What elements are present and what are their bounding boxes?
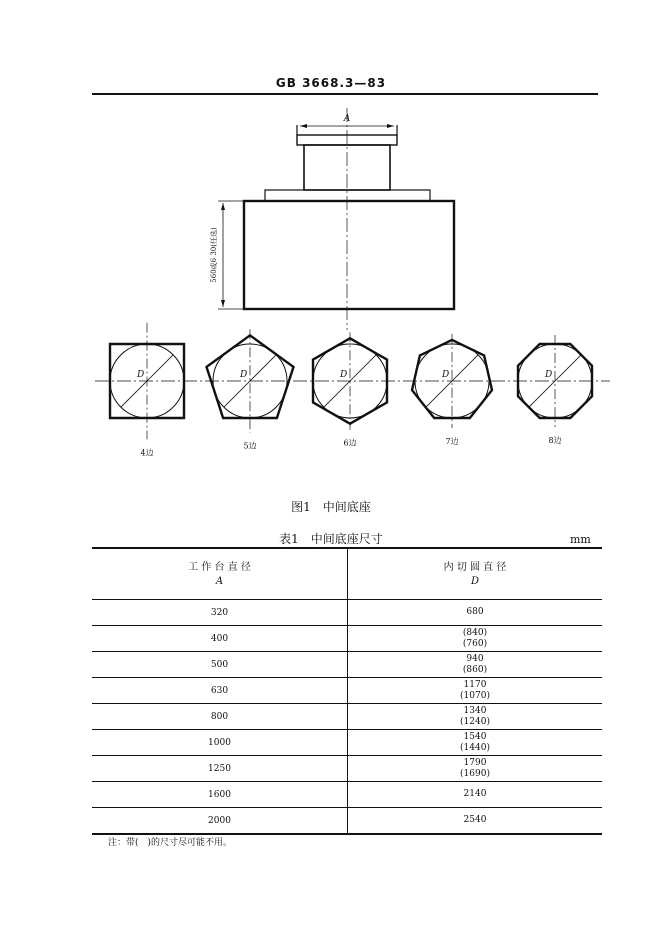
polygon-4-sides — [110, 323, 184, 458]
polygon-6-sides — [313, 332, 387, 447]
cell-table-diameter: 500 — [92, 652, 348, 678]
shoulder-plate — [265, 190, 430, 201]
polygon-sides-label: 6边 — [343, 438, 357, 448]
base-elevation-view — [218, 108, 454, 330]
cell-inscribed-diameter: 2140 — [348, 782, 603, 808]
polygon-8-sides — [518, 335, 592, 445]
cell-inscribed-diameter: 2540 — [348, 808, 603, 835]
diameter-label: D — [442, 370, 450, 380]
polygon-5-sides — [207, 329, 294, 450]
col-header-table-diameter: 工 作 台 直 径 A — [92, 548, 348, 600]
cell-table-diameter: 2000 — [92, 808, 348, 835]
cell-table-diameter: 1250 — [92, 756, 348, 782]
table-row — [92, 782, 602, 808]
cell-table-diameter: 1000 — [92, 730, 348, 756]
table-caption: 表1 中间底座尺寸 — [279, 532, 383, 546]
cell-inscribed-diameter: 940 (860) — [348, 652, 603, 678]
standard-header: GB 3668.3—83 — [275, 76, 387, 90]
cell-inscribed-diameter: (840) (760) — [348, 626, 603, 652]
table-row — [92, 704, 602, 730]
diameter-label: D — [137, 370, 145, 380]
base-body — [244, 201, 454, 309]
polygon-row — [110, 323, 592, 458]
polygon-7-sides — [412, 334, 492, 446]
height-label: 560或6 30(任选) — [210, 227, 218, 283]
cell-inscribed-diameter: 1170 (1070) — [348, 678, 603, 704]
cell-table-diameter: 320 — [92, 600, 348, 626]
diameter-label: D — [240, 370, 248, 380]
table-row — [92, 652, 602, 678]
cell-table-diameter: 800 — [92, 704, 348, 730]
cell-inscribed-diameter: 1540 (1440) — [348, 730, 603, 756]
cell-table-diameter: 400 — [92, 626, 348, 652]
table-row — [92, 626, 602, 652]
col-header-inscribed-diameter: 内 切 圆 直 径 D — [348, 548, 603, 600]
diameter-label: D — [340, 370, 348, 380]
cell-table-diameter: 630 — [92, 678, 348, 704]
polygon-sides-label: 5边 — [243, 441, 257, 451]
dimension-table — [92, 547, 602, 835]
dim-a-label: A — [343, 114, 351, 124]
cell-inscribed-diameter: 1340 (1240) — [348, 704, 603, 730]
cell-table-diameter: 1600 — [92, 782, 348, 808]
cell-inscribed-diameter: 680 — [348, 600, 603, 626]
unit-label: mm — [570, 533, 591, 546]
table-row — [92, 678, 602, 704]
table-row — [92, 730, 602, 756]
table-row — [92, 600, 602, 626]
polygon-sides-label: 4边 — [140, 448, 154, 458]
polygon-sides-label: 8边 — [548, 436, 562, 446]
footnote: 注：带( )的尺寸尽可能不用。 — [108, 838, 233, 848]
cell-inscribed-diameter: 1790 (1690) — [348, 756, 603, 782]
polygon-sides-label: 7边 — [445, 437, 459, 447]
table-row — [92, 756, 602, 782]
table-row — [92, 808, 602, 835]
diameter-label: D — [545, 370, 553, 380]
figure-caption: 图1 中间底座 — [291, 500, 371, 514]
